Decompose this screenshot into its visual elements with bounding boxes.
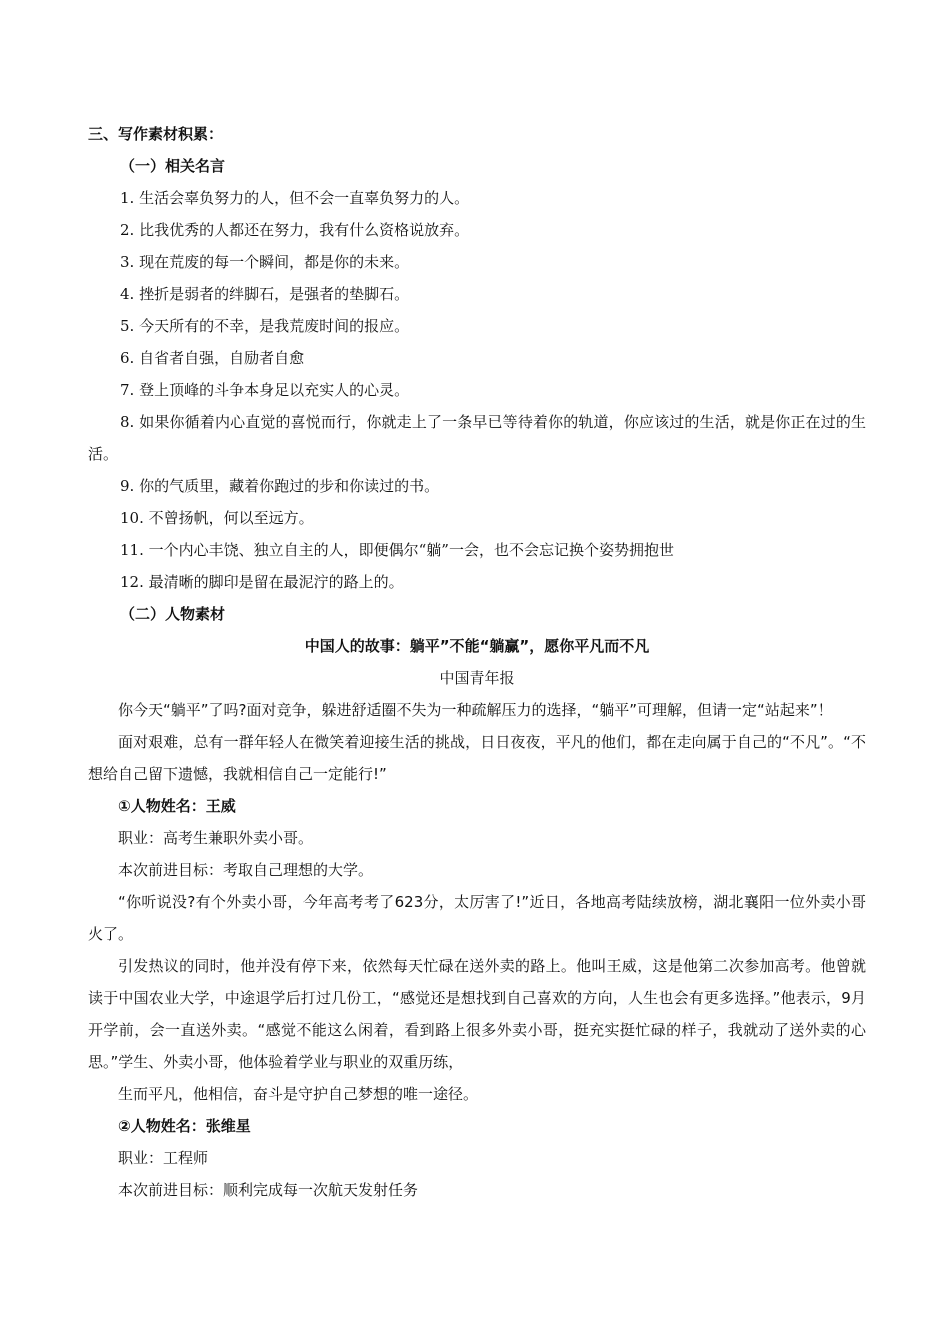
person1-goal: 本次前进目标：考取自己理想的大学。 [118,861,374,879]
quote-item: 11. 一个内心丰饶、独立自主的人，即便偶尔“躺”一会，也不会忘记换个姿势拥抱世 [120,541,674,559]
person2-goal: 本次前进目标：顺利完成每一次航天发射任务 [118,1181,419,1199]
article-paragraph: 面对艰难，总有一群年轻人在微笑着迎接生活的挑战，日日夜夜，平凡的他们，都在走向属于自己的“不凡”。“不想给自己留下遗憾，我就相信自己一定能行!” [88,733,866,783]
article-paragraph: 你今天“躺平”了吗?面对竞争，躲进舒适圈不失为一种疏解压力的选择，“躺平”可理解，但请一定“站起来”！ [118,701,833,719]
person2-job: 职业：工程师 [118,1149,209,1167]
article-title: 中国人的故事：躺平”不能“躺赢”，愿你平凡而不凡 [304,637,650,655]
quotes-list [88,182,866,598]
person1-name-heading: ①人物姓名：王威 [118,797,236,815]
quote-item: 4. 挫折是弱者的绊脚石，是强者的垫脚石。 [120,285,410,303]
person2-name-heading: ②人物姓名：张维星 [118,1117,251,1135]
quote-item: 7. 登上顶峰的斗争本身足以充实人的心灵。 [120,381,410,399]
quote-item: 1. 生活会辜负努力的人，但不会一直辜负努力的人。 [120,189,470,207]
article-source: 中国青年报 [439,669,515,687]
quote-item: 5. 今天所有的不幸，是我荒废时间的报应。 [120,317,410,335]
quote-item: 9. 你的气质里，藏着你跑过的步和你读过的书。 [120,477,440,495]
article-paragraph: “你听说没?有个外卖小哥，今年高考考了623分，太厉害了!”近日，各地高考陆续放榜，湖北襄阳一位外卖小哥火了。 [88,893,866,943]
quote-item: 2. 比我优秀的人都还在努力，我有什么资格说放弃。 [120,221,470,239]
quote-item: 8. 如果你循着内心直觉的喜悦而行，你就走上了一条早已等待着你的轨道，你应该过的生活，就是你正在过的生活。 [88,413,866,463]
quote-item: 6. 自省者自强，自励者自愈 [120,349,305,367]
document-content [88,118,866,1206]
quotes-heading: （一）相关名言 [120,157,226,175]
section-title: 三、写作素材积累： [88,125,224,143]
quote-item: 12. 最清晰的脚印是留在最泥泞的路上的。 [120,573,404,591]
quote-item: 10. 不曾扬帆，何以至远方。 [120,509,314,527]
quote-item: 3. 现在荒废的每一个瞬间，都是你的未来。 [120,253,410,271]
people-heading: （二）人物素材 [120,605,226,623]
article-paragraph: 引发热议的同时，他并没有停下来，依然每天忙碌在送外卖的路上。他叫王威，这是他第二次参加高考。他曾就读于中国农业大学，中途退学后打过几份工，“感觉还是想找到自己喜欢的方向，人生也会有更多选择。”他表示，9月开学前，会一直送外卖。“感觉不能这么闲着，看到路上很多外卖小哥，挺充实挺忙碌的样子，我就动了送外卖的心思。”学生、外卖小哥，他体验着学业与职业的双重历练， [88,957,866,1071]
article-paragraph: 生而平凡，他相信，奋斗是守护自己梦想的唯一途径。 [118,1085,479,1103]
person1-job: 职业：高考生兼职外卖小哥。 [118,829,314,847]
